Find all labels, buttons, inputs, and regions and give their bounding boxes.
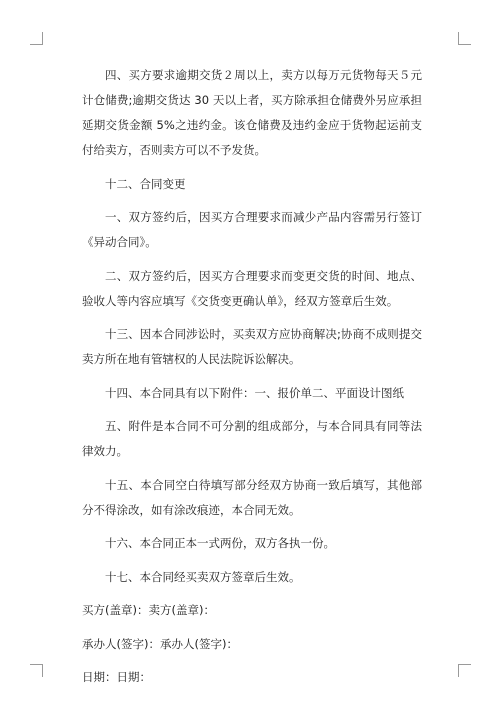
paragraph-blank-fields: 十五、本合同空白待填写部分经双方协商一致后填写，其他部分不得涂改，如有涂改痕迹，本合同无效。: [82, 477, 422, 517]
paragraph-copies: 十六、本合同正本一式两份，双方各执一份。: [105, 536, 335, 550]
document-body: [82, 63, 422, 699]
page-corner-mark-top-right: [458, 32, 471, 45]
signature-line-handler: 承办人(签字)：承办人(签字)：: [82, 636, 238, 651]
section-heading-contract-change: 十二、合同变更: [105, 176, 186, 191]
paragraph-delivery-delay: 四、买方要求逾期交货２周以上，卖方以每万元货物每天５元计仓储费;逾期交货达 30 天以上者，买方除承担仓储费外另应承担延期交货金额 5%之违约金。该仓储费及违约金应于货物起运前支付给卖方，否则卖方可以不予发货。: [82, 68, 422, 157]
paragraph-attachments: 十四、本合同具有以下附件：一、报价单二、平面设计图纸: [105, 385, 404, 400]
paragraph-dispute-resolution: 十三、因本合同涉讼时，买卖双方应协商解决;协商不成则提交卖方所在地有管辖权的人民法院诉讼解决。: [82, 327, 422, 366]
page-corner-mark-bottom-left: [30, 664, 43, 677]
signature-line-seal: 买方(盖章)：卖方(盖章)：: [82, 603, 215, 617]
page-corner-mark-top-left: [30, 32, 43, 45]
paragraph-attachment-validity: 五、附件是本合同不可分割的组成部分，与本合同具有同等法律效力。: [82, 419, 422, 458]
paragraph-change-delivery: 二、双方签约后，因买方合理要求而变更交货的时间、地点、验收人等内容应填写《交货变更确认单》，经双方签章后生效。: [82, 268, 422, 308]
signature-line-date: 日期：日期：: [82, 670, 151, 684]
paragraph-effective: 十七、本合同经买卖双方签章后生效。: [105, 569, 301, 584]
page-corner-mark-bottom-right: [458, 664, 471, 677]
paragraph-change-reduction: 一、双方签约后，因买方合理要求而减少产品内容需另行签订《异动合同》。: [82, 210, 422, 249]
